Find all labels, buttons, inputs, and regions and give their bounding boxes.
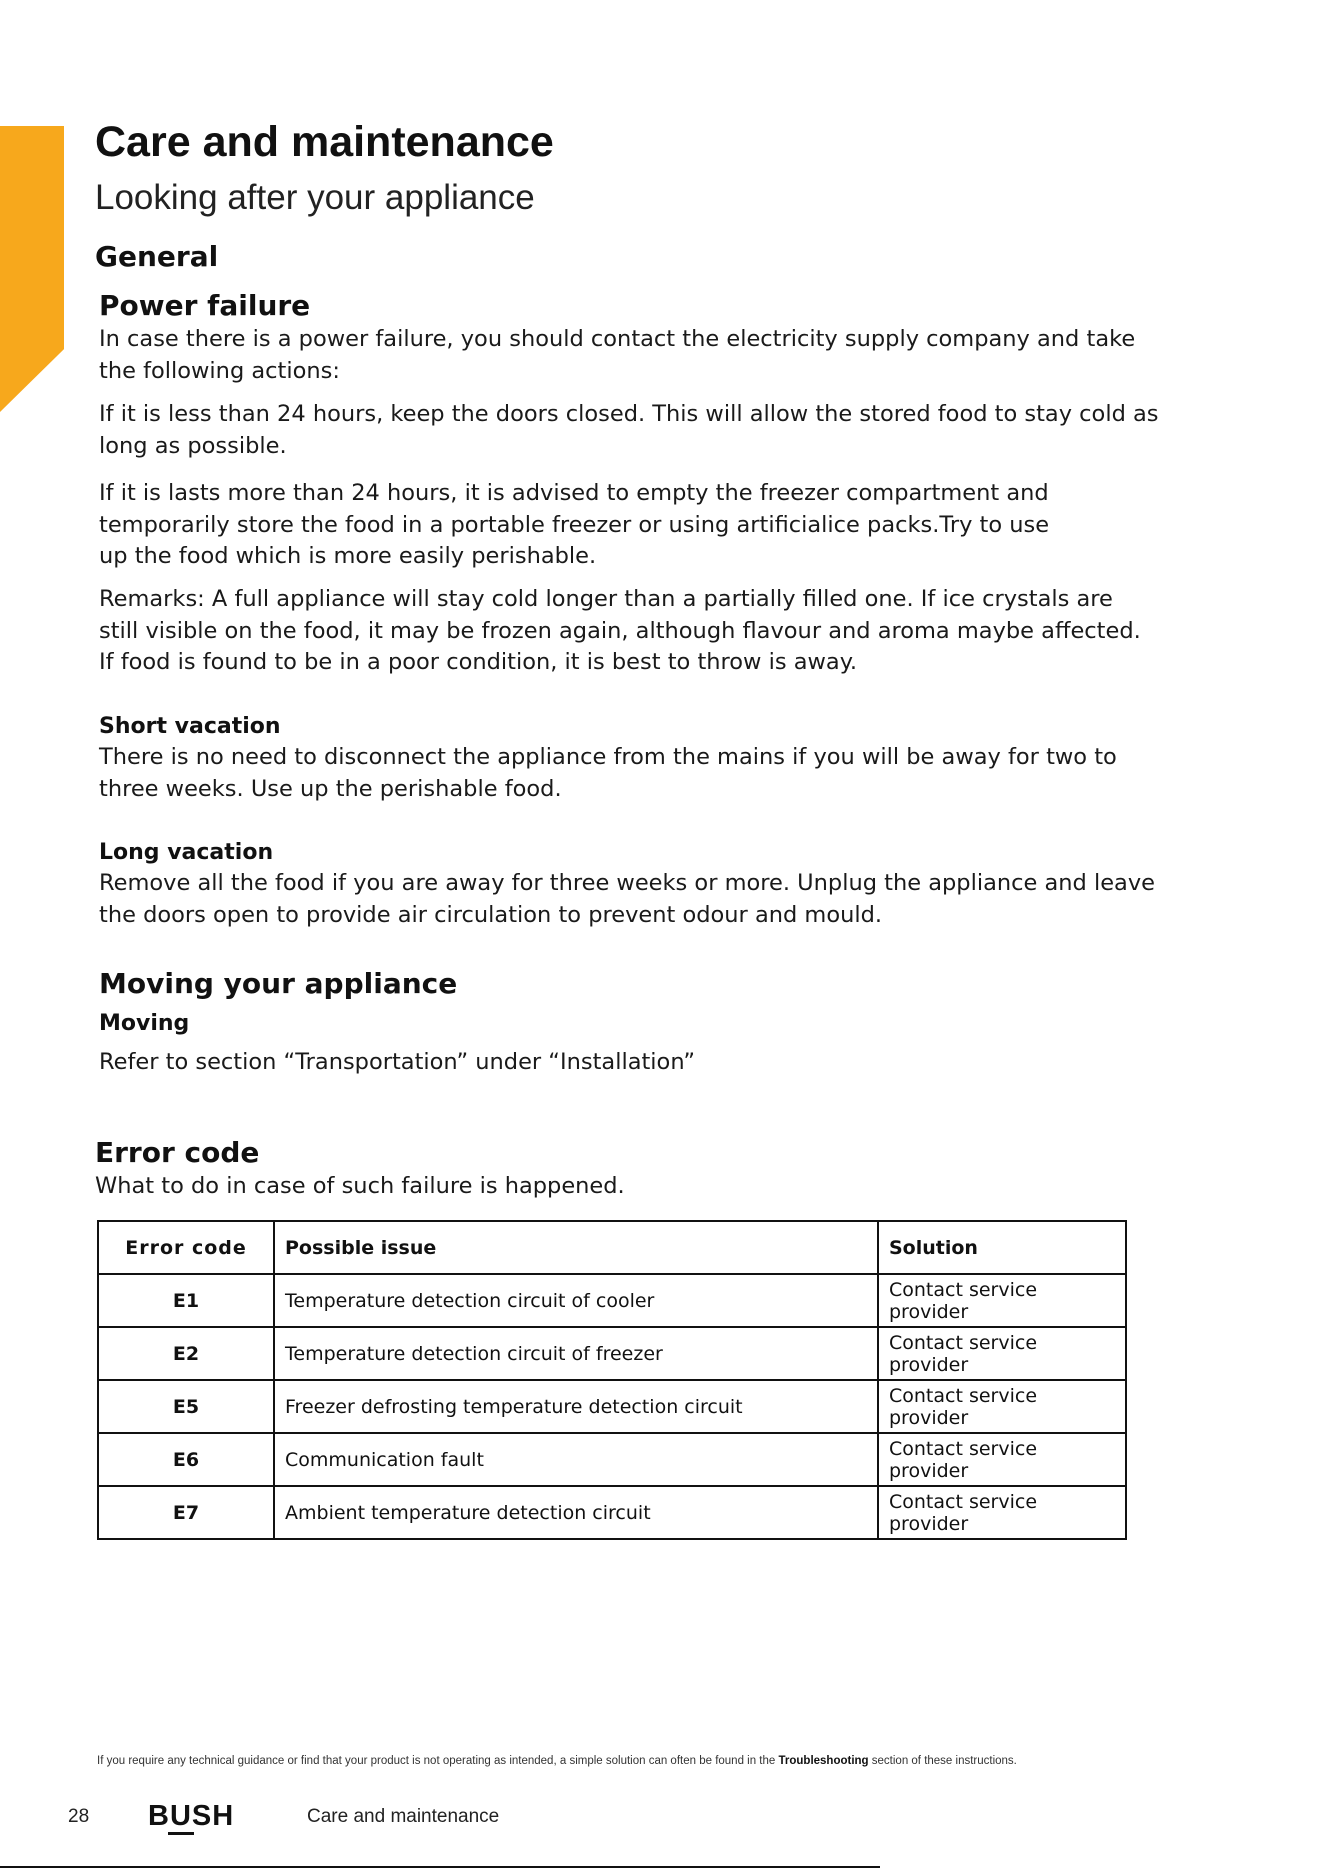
power-failure-long: If it is lasts more than 24 hours, it is advised to empty the freezer compartment and temporarily store the food in a portable freezer or using artificialice packs.Try to use up the food which is more easily perishable. (99, 480, 1050, 569)
table-row (98, 1433, 1126, 1486)
moving-heading: Moving your appliance (99, 967, 458, 1000)
error-code-cell: E6 (98, 1433, 274, 1486)
brand-logo-text: BUSH (148, 1800, 235, 1832)
error-code-intro: What to do in case of such failure is happened. (95, 1173, 625, 1199)
moving-subheading: Moving (99, 1011, 190, 1036)
page-subtitle: Looking after your appliance (95, 178, 535, 217)
table-row (98, 1380, 1126, 1433)
section-accent-tab (0, 126, 64, 412)
power-failure-intro: In case there is a power failure, you should contact the electricity supply company and take the following actions: (99, 326, 1136, 384)
power-failure-heading: Power failure (99, 289, 311, 322)
table-header-row (98, 1221, 1126, 1274)
possible-issue-cell: Ambient temperature detection circuit (274, 1486, 878, 1539)
column-header-possible-issue: Possible issue (274, 1221, 878, 1274)
possible-issue-cell: Communication fault (274, 1433, 878, 1486)
brand-logo (148, 1800, 234, 1833)
brand-underline-mark (168, 1832, 194, 1835)
error-code-cell: E2 (98, 1327, 274, 1380)
solution-cell: Contact service provider (878, 1327, 1126, 1380)
solution-cell: Contact service provider (878, 1486, 1126, 1539)
note-text-before: If you require any technical guidance or find that your product is not operating as intended, a simple solution can often be found in the (97, 1755, 779, 1767)
solution-cell: Contact service provider (878, 1274, 1126, 1327)
column-header-error-code: Error code (98, 1221, 274, 1274)
solution-cell: Contact service provider (878, 1380, 1126, 1433)
troubleshooting-note (97, 1755, 1017, 1767)
bottom-rule (0, 1866, 880, 1868)
error-code-table (97, 1220, 1127, 1540)
column-header-solution: Solution (878, 1221, 1126, 1274)
table-row (98, 1274, 1126, 1327)
long-vacation-heading: Long vacation (99, 840, 274, 865)
general-heading: General (95, 240, 219, 273)
error-code-cell: E1 (98, 1274, 274, 1327)
short-vacation-text: There is no need to disconnect the appliance from the mains if you will be away for two to three weeks. Use up the perishable food. (99, 744, 1117, 802)
page-title: Care and maintenance (95, 118, 554, 166)
error-code-cell: E5 (98, 1380, 274, 1433)
solution-cell: Contact service provider (878, 1433, 1126, 1486)
power-failure-short: If it is less than 24 hours, keep the doors closed. This will allow the stored food to stay cold as long as possible. (99, 401, 1159, 459)
short-vacation-heading: Short vacation (99, 714, 281, 739)
long-vacation-text: Remove all the food if you are away for three weeks or more. Unplug the appliance and leave the doors open to provide air circulation to prevent odour and mould. (99, 870, 1156, 928)
error-code-cell: E7 (98, 1486, 274, 1539)
power-failure-remarks: Remarks: A full appliance will stay cold longer than a partially filled one. If ice crystals are still visible on the food, it may be frozen again, although flavour and aroma maybe affected. If food is found to be in a poor condition, it is best to throw is away. (99, 586, 1141, 675)
note-text-after: section of these instructions. (868, 1755, 1017, 1767)
page-number: 28 (68, 1806, 90, 1827)
table-row (98, 1486, 1126, 1539)
troubleshooting-link-text: Troubleshooting (778, 1755, 869, 1767)
error-code-heading: Error code (95, 1136, 260, 1169)
possible-issue-cell: Temperature detection circuit of cooler (274, 1274, 878, 1327)
possible-issue-cell: Temperature detection circuit of freezer (274, 1327, 878, 1380)
table-row (98, 1327, 1126, 1380)
possible-issue-cell: Freezer defrosting temperature detection circuit (274, 1380, 878, 1433)
moving-text: Refer to section “Transportation” under “Installation” (99, 1049, 696, 1075)
footer-section-name: Care and maintenance (307, 1806, 500, 1827)
